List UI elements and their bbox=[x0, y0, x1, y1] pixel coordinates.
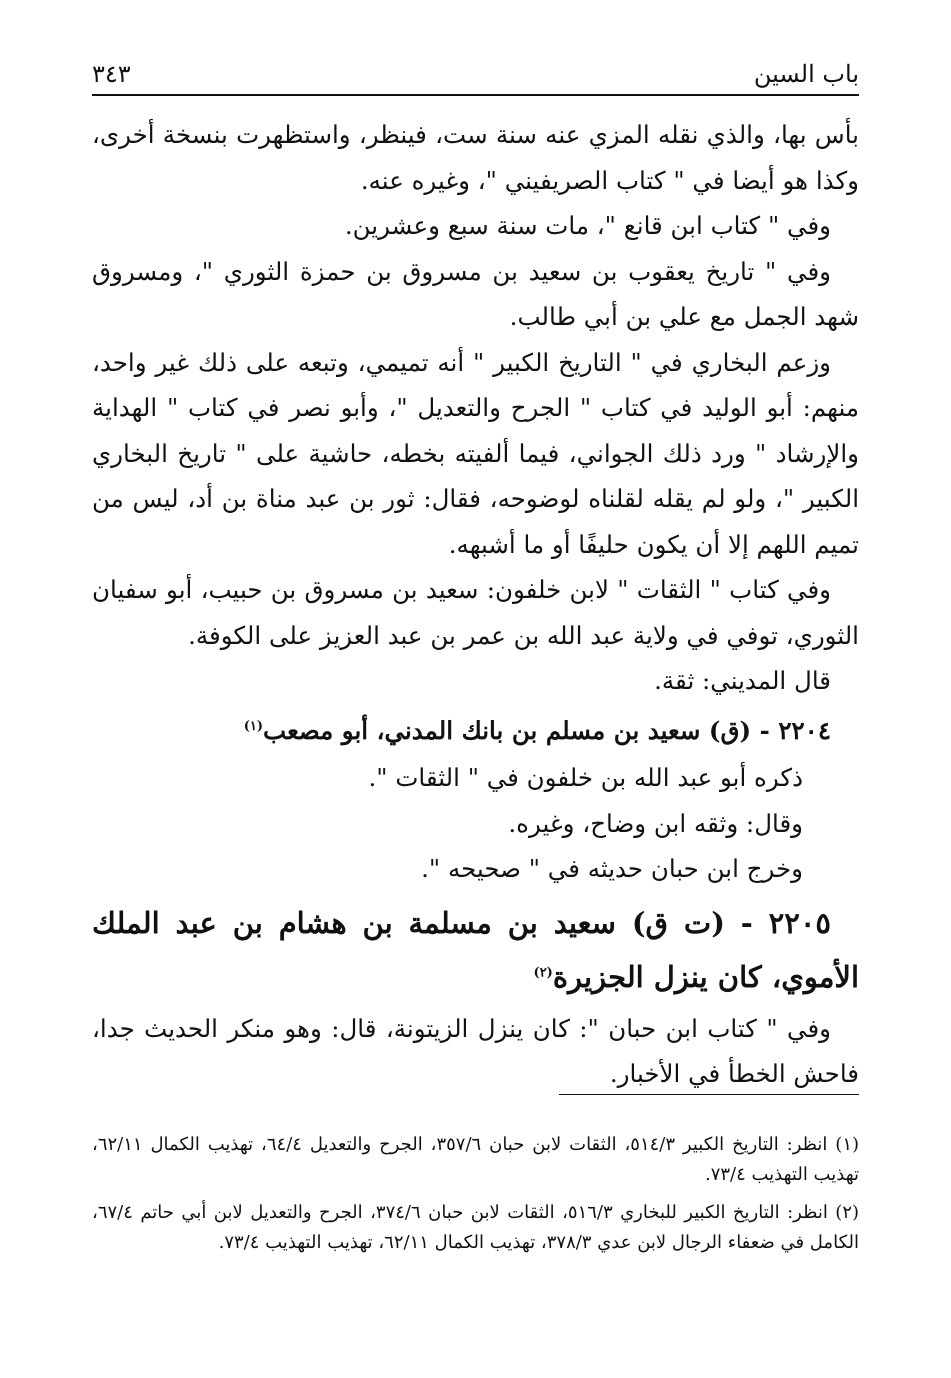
chapter-title: باب السين bbox=[753, 60, 859, 88]
paragraph: وفي " تاريخ يعقوب بن سعيد بن مسروق بن حمزة الثوري "، ومسروق شهد الجمل مع علي بن أبي طالب. bbox=[92, 256, 859, 331]
entry-title: - (ت ق) سعيد بن مسلمة بن هشام بن عبد الملك الأموي، كان ينزل الجزيرة bbox=[92, 905, 859, 994]
paragraph: بأس بها، والذي نقله المزي عنه سنة ست، فينظر، واستظهرت بنسخة أخرى، وكذا هو أيضا في " كتاب الصريفيني "، وغيره عنه. bbox=[92, 120, 859, 195]
footnote-1: (١) انظر: التاريخ الكبير ٥١٤/٣، الثقات لابن حبان ٣٥٧/٦، الجرح والتعديل ٦٤/٤، تهذيب الكمال ٦٢/١١، تهذيب التهذيب ٧٣/٤. bbox=[92, 1134, 860, 1185]
footnote-2: (٢) انظر: التاريخ الكبير للبخاري ٥١٦/٣، الثقات لابن حبان ٣٧٤/٦، الجرح والتعديل لابن أبي حاتم ٦٧/٤، الكامل في ضعفاء الرجال لابن عدي ٣٧٨/٣، تهذيب الكمال ٦٢/١١، تهذيب التهذيب ٧٣/٤. bbox=[92, 1202, 860, 1253]
footnote-marker[interactable]: (٢) bbox=[533, 964, 553, 980]
page-header bbox=[92, 50, 859, 96]
footnotes bbox=[92, 1130, 859, 1266]
footnote-marker[interactable]: (١) bbox=[243, 718, 264, 734]
entry-heading-2205 bbox=[92, 896, 859, 1004]
entry-number: ٢٢٠٥ bbox=[768, 905, 831, 940]
entry-heading-2204 bbox=[92, 708, 859, 754]
paragraph: وقال: وثقه ابن وضاح، وغيره. bbox=[508, 808, 803, 838]
main-text bbox=[92, 112, 859, 1097]
paragraph: ذكره أبو عبد الله بن خلفون في " الثقات ". bbox=[368, 763, 803, 792]
paragraph: قال المديني: ثقة. bbox=[654, 666, 831, 695]
paragraph: وزعم البخاري في " التاريخ الكبير " أنه تميمي، وتبعه على ذلك غير واحد، منهم: أبو الوليد في كتاب " الجرح والتعديل "، وأبو نصر في كتاب " الهداية والإرشاد " ورد ذلك الجواني، فيما ألفيته بخطه، حاشية على " تاريخ البخاري الكبير "، ولو لم يقله لقلناه لوضوحه، فقال: ثور بن عبد مناة بن أد، ليس من تميم اللهم إلا أن يكون حليفًا أو ما أشبهه. bbox=[92, 347, 859, 559]
paragraph: وخرج ابن حبان حديثه في " صحيحه ". bbox=[421, 854, 803, 883]
paragraph: وفي " كتاب ابن حبان ": كان ينزل الزيتونة، قال: وهو منكر الحديث جدا، فاحش الخطأ في الأخبار. bbox=[92, 1013, 859, 1088]
paragraph: وفي " كتاب ابن قانع "، مات سنة سبع وعشرين. bbox=[344, 211, 831, 240]
paragraph: وفي كتاب " الثقات " لابن خلفون: سعيد بن مسروق بن حبيب، أبو سفيان الثوري، توفي في ولاية عبد الله بن عمر بن عبد العزيز على الكوفة. bbox=[92, 575, 859, 650]
page-number: ٣٤٣ bbox=[92, 60, 131, 88]
entry-number: ٢٢٠٤ bbox=[778, 715, 831, 745]
footnote-divider bbox=[559, 1094, 859, 1095]
entry-title: - (ق) سعيد بن مسلم بن بانك المدني، أبو مصعب bbox=[263, 715, 770, 745]
